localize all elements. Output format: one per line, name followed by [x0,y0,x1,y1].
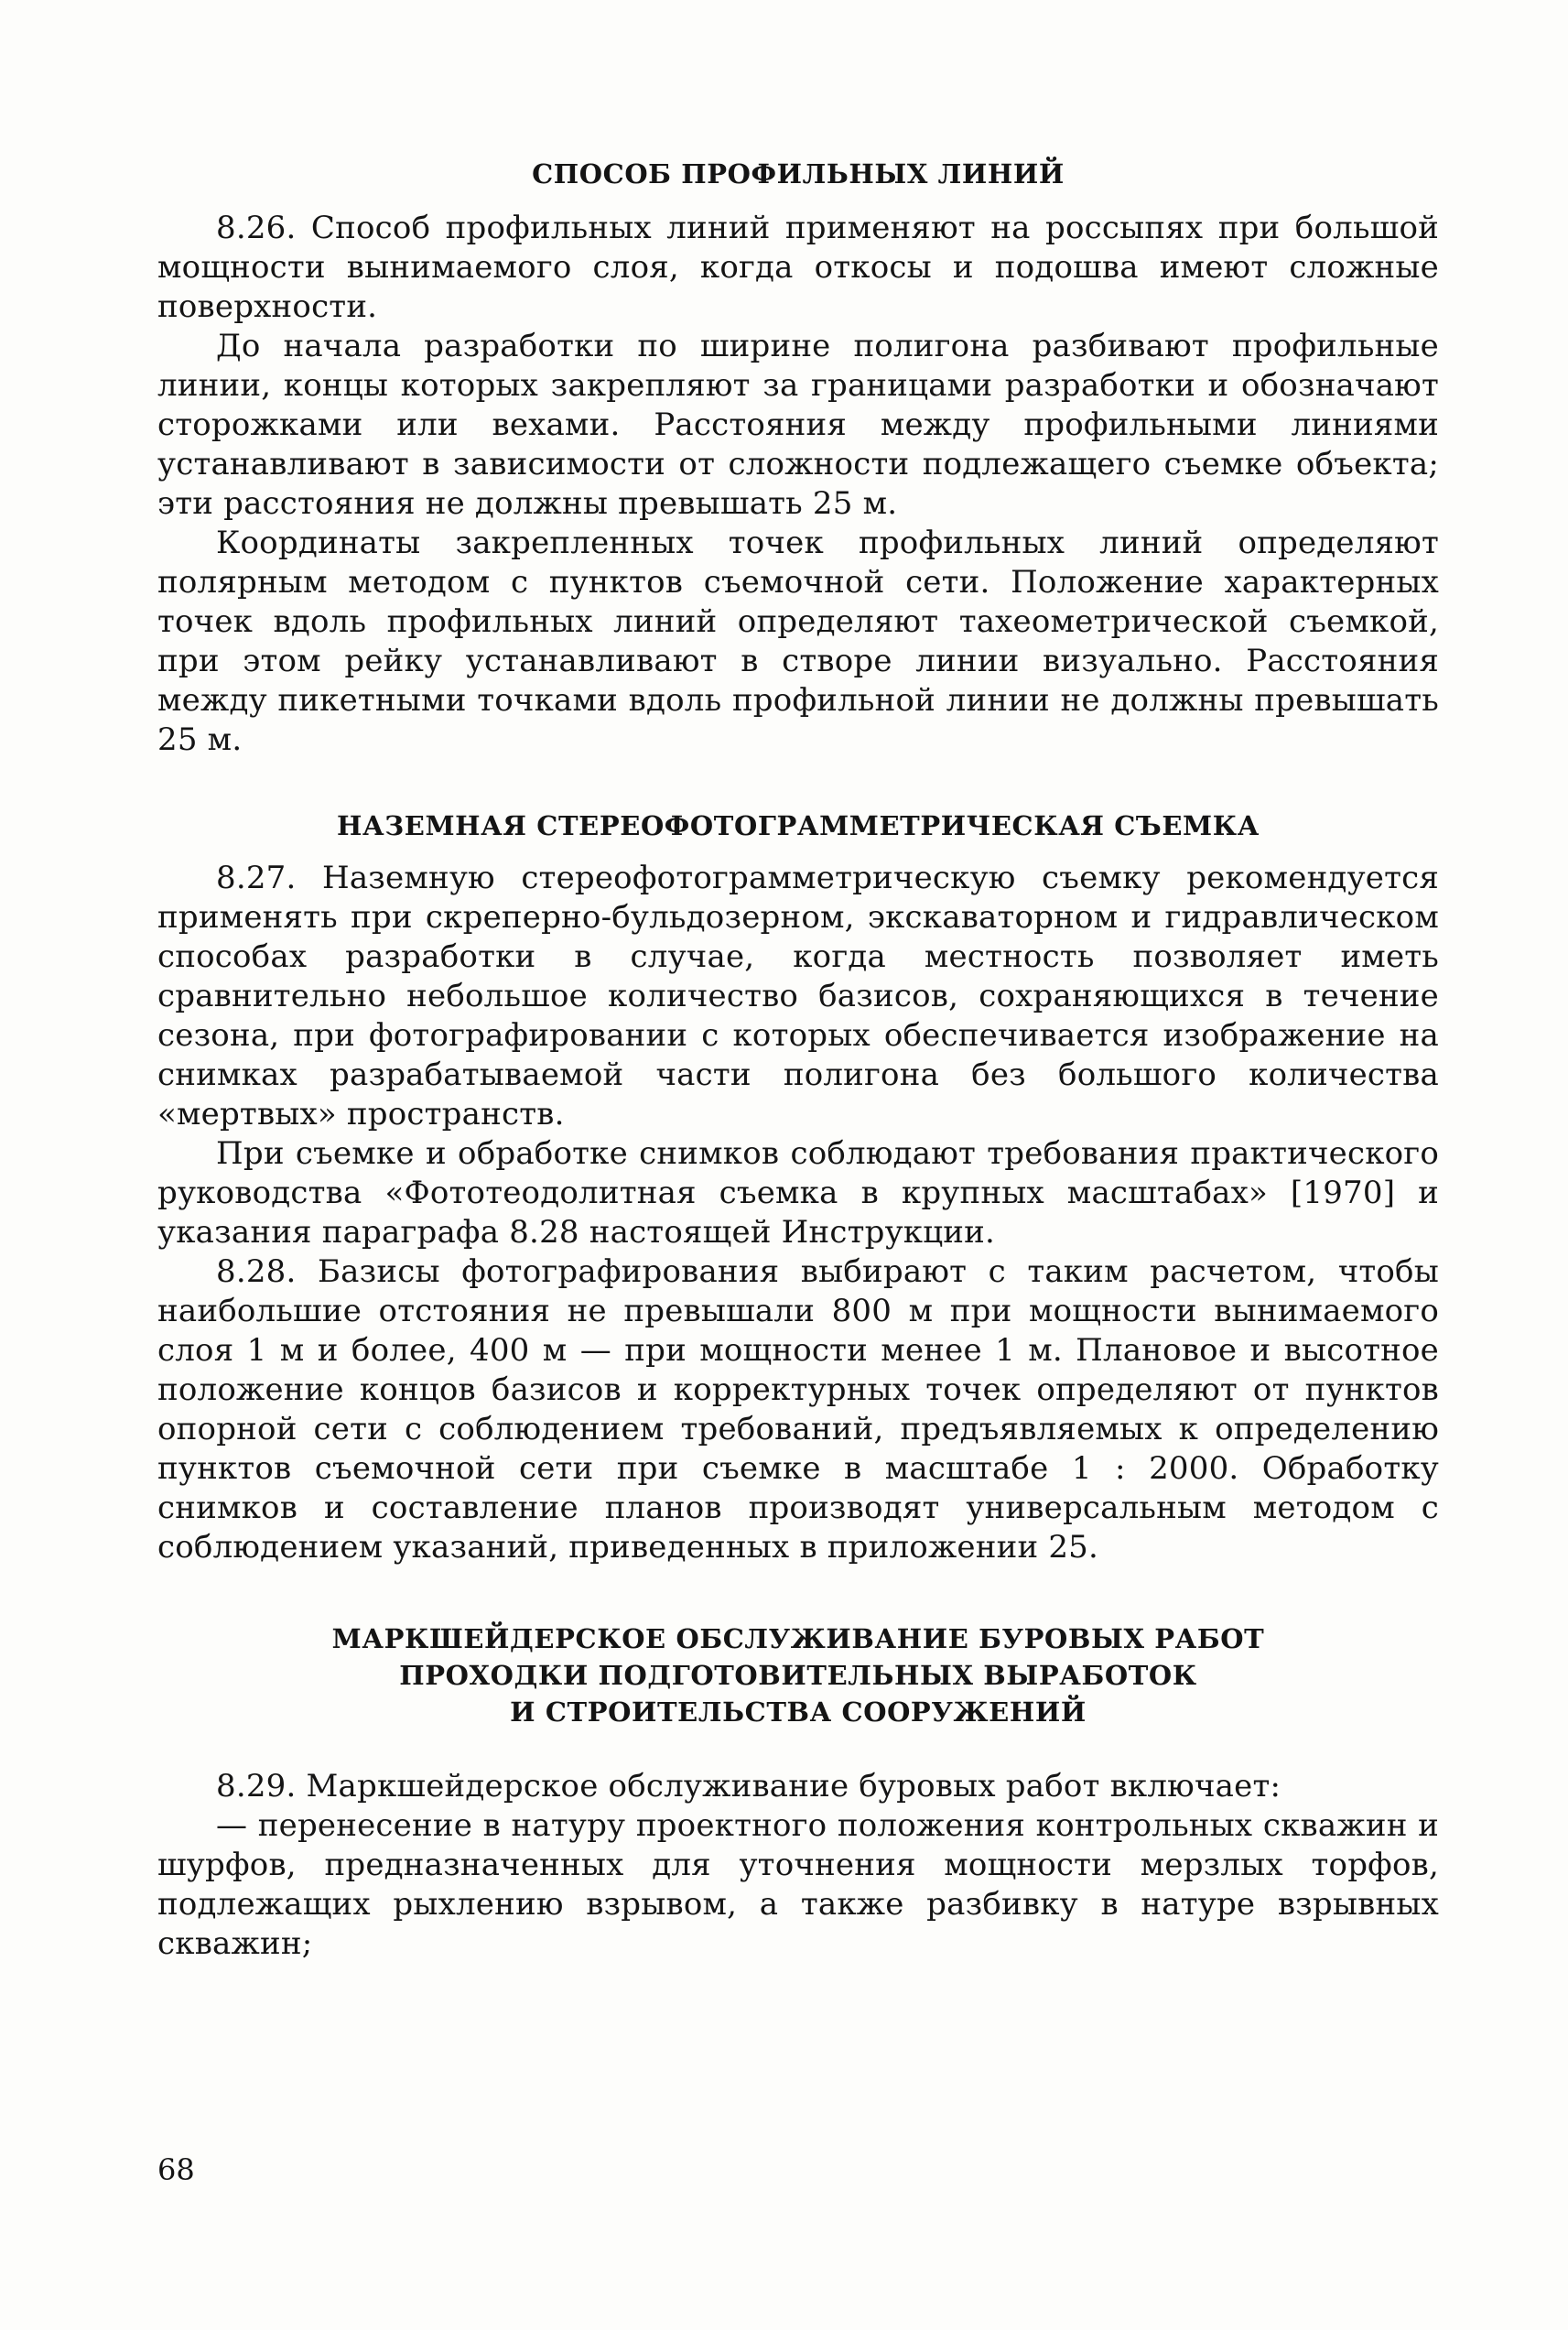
section-heading [157,1620,1439,1730]
section-heading: СПОСОБ ПРОФИЛЬНЫХ ЛИНИЙ [532,158,1065,190]
paragraph: 8.29. Маркшейдерское обслуживание буровых работ включает: [216,1768,1281,1804]
text-column [157,156,1439,1964]
paragraph: 8.26. Способ профильных линий применяют на россыпях при большой мощности вынимаемого слоя, когда откосы и подошва имеют сложные поверхности. [157,210,1439,325]
page-number: 68 [157,2152,195,2187]
paragraph: 8.28. Базисы фотографирования выбирают с таким расчетом, чтобы наибольшие отстояния не превышали 800 м при мощности вынимаемого слоя 1 м и более, 400 м — при мощности менее 1 м. Плановое и высотное положение концов базисов и корректурных точек определяют от пунктов опорной сети с соблюдением требований, предъявляемых к определению пунктов съемочной сети при съемке в масштабе 1 : 2000. Обработку снимков и составление планов производят универсальным методом с соблюдением указаний, приведенных в приложении 25. [157,1253,1439,1566]
paragraph: — перенесение в натуру проектного положения контрольных скважин и шурфов, предназначенных для уточнения мощности мерзлых торфов, подлежащих рыхлению взрывом, а также разбивку в натуре взрывных скважин; [157,1807,1439,1962]
section-heading: НАЗЕМНАЯ СТЕРЕОФОТОГРАММЕТРИЧЕСКАЯ СЪЕМКА [337,810,1260,841]
paragraph: До начала разработки по ширине полигона разбивают профильные линии, концы которых закрепляют за границами разработки и обозначают сторожками или вехами. Расстояния между профильными линиями устанавливают в зависимости от сложности подлежащего съемке объекта; эти расстояния не должны превышать 25 м. [157,328,1439,522]
heading-line: ПРОХОДКИ ПОДГОТОВИТЕЛЬНЫХ ВЫРАБОТОК [399,1660,1197,1691]
heading-line: И СТРОИТЕЛЬСТВА СООРУЖЕНИЙ [510,1696,1087,1728]
heading-line: МАРКШЕЙДЕРСКОЕ ОБСЛУЖИВАНИЕ БУРОВЫХ РАБОТ [331,1623,1265,1654]
paragraph: Координаты закрепленных точек профильных линий определяют полярным методом с пунктов съемочной сети. Положение характерных точек вдоль профильных линий определяют тахеометрической съемкой, при этом рейку устанавливают в створе линии визуально. Расстояния между пикетными точками вдоль профильной линии не должны превышать 25 м. [157,525,1439,758]
paragraph: При съемке и обработке снимков соблюдают требования практического руководства «Фототеодолитная съемка в крупных масштабах» [1970] и указания параграфа 8.28 настоящей Инструкции. [157,1135,1439,1251]
paragraph: 8.27. Наземную стереофотограмметрическую съемку рекомендуется применять при скреперно-бульдозерном, экскаваторном и гидравлическом способах разработки в случае, когда местность позволяет иметь сравнительно небольшое количество базисов, сохраняющихся в течение сезона, при фотографировании с которых обеспечивается изображение на снимках разрабатываемой части полигона без большого количества «мертвых» пространств. [157,860,1439,1132]
